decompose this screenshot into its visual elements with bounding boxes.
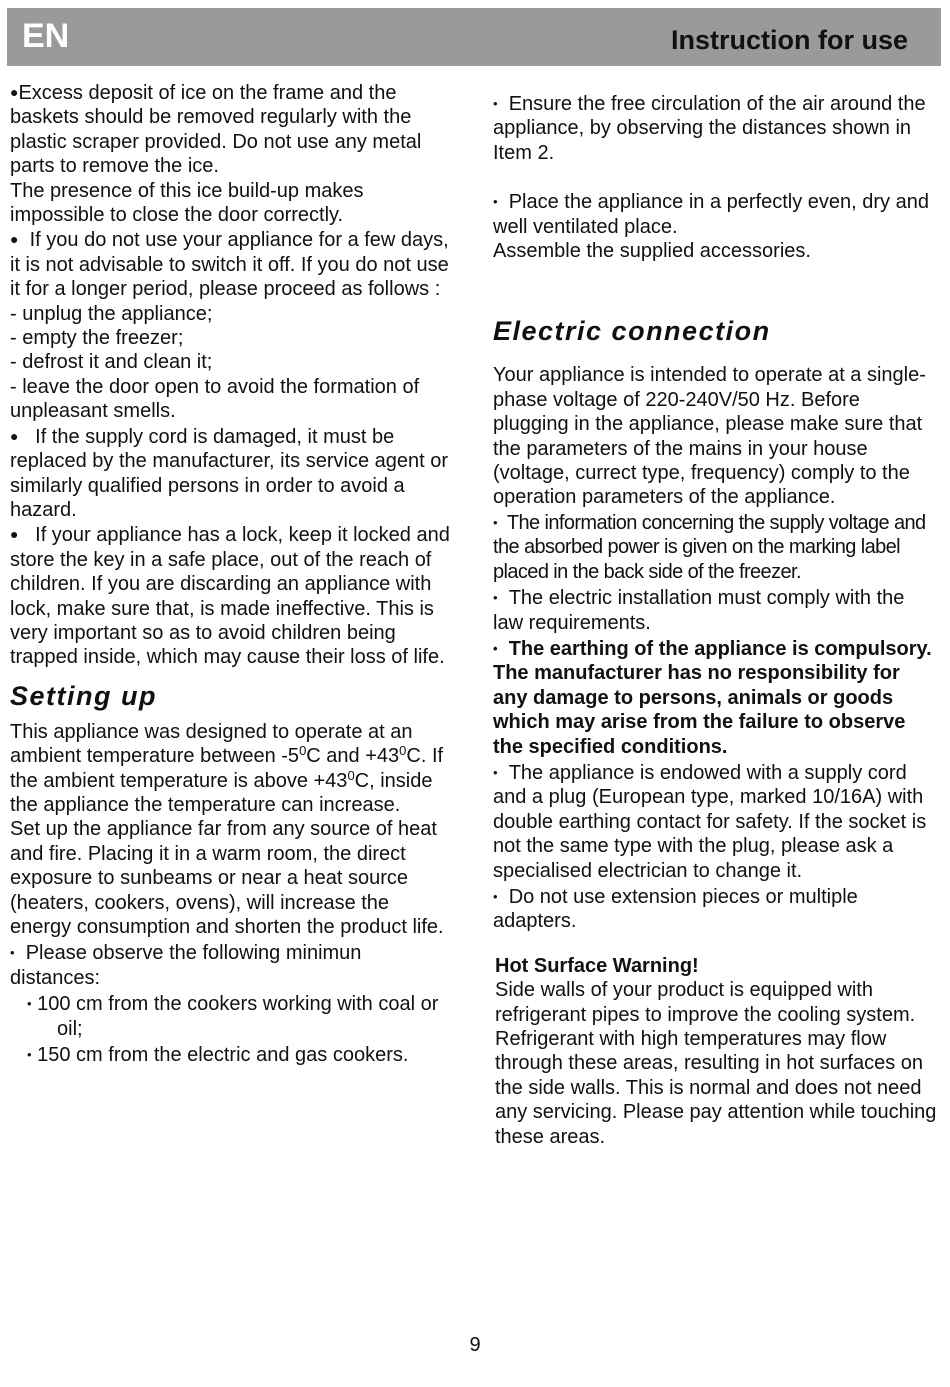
step-item: - unplug the appliance; — [10, 302, 213, 325]
ice-deposit-text: Excess deposit of ice on the frame and the baskets should be removed regularly with the plastic scraper provided. Do not use any metal parts to remove the ice. — [10, 82, 422, 178]
paragraph-plug — [493, 761, 938, 883]
language-label: EN — [22, 17, 70, 55]
left-column — [10, 80, 450, 1067]
heading-setting-up: Setting up — [10, 680, 157, 711]
header-title: Instruction for use — [670, 25, 908, 55]
lock-text: If your appliance has a lock, keep it locked and store the key in a safe place, out of the reach of children. If you are discarding an appliance with lock, make sure that, is made ineffective. This is very important so as to avoid children being trapped inside, which may cause their loss of life. — [10, 524, 450, 669]
distance-item — [10, 992, 450, 1041]
degree-sup: 0 — [399, 743, 407, 759]
distance-item — [10, 1043, 450, 1067]
bullet-icon: • — [493, 96, 498, 111]
hot-surface-title: Hot Surface Warning! — [495, 954, 699, 977]
temperature-text-c: C. If the ambient temperature is above +43 — [10, 745, 444, 792]
bullet-icon: • — [493, 590, 498, 606]
paragraph-unused — [10, 227, 450, 301]
temperature-text-b: C and +43 — [306, 745, 400, 768]
bullet-icon: • — [493, 888, 498, 904]
step-item: - defrost it and clean it; — [10, 351, 213, 374]
bullet-icon: • — [493, 514, 497, 530]
paragraph-extension — [493, 885, 938, 934]
extension-text: Do not use extension pieces or multiple adapters. — [493, 885, 858, 933]
plug-text: The appliance is endowed with a supply cord and a plug (European type, marked 10/16A) with double earthing contact for safety. If the socket is not the same type with the plug, please ask a specialised electrician to change it. — [493, 761, 927, 882]
supply-voltage-text: The information concerning the supply voltage and the absorbed power is given on the marking label placed in the back side of the freezer. — [493, 511, 926, 583]
step-item: - empty the freezer; — [10, 327, 184, 350]
paragraph-installation-law — [493, 586, 938, 635]
bullet-icon: ● — [10, 231, 19, 248]
paragraph-supply-voltage-info — [493, 511, 938, 584]
distance-text: 100 cm from the cookers working with coal or oil; — [37, 993, 439, 1040]
bullet-icon: ● — [10, 84, 19, 100]
temperature-text-d: C, inside the appliance the temperature can increase. — [10, 769, 433, 816]
distance-text: 150 cm from the electric and gas cookers. — [37, 1044, 409, 1067]
page-number: 9 — [469, 1334, 481, 1356]
paragraph-accessories: Assemble the supplied accessories. — [493, 240, 811, 263]
paragraph-distances-intro — [10, 941, 450, 990]
bullet-icon: ● — [10, 427, 19, 444]
bullet-icon: • — [10, 945, 15, 961]
bullet-icon: ● — [10, 526, 19, 543]
bullet-icon: • — [493, 194, 498, 210]
air-circulation-text: Ensure the free circulation of the air around the appliance, by observing the distances shown in Item 2. — [493, 93, 926, 164]
bullet-icon: • — [493, 764, 498, 780]
paragraph-supply-cord — [10, 424, 450, 523]
bullet-icon: • — [27, 996, 32, 1012]
paragraph-ice-buildup: The presence of this ice build-up makes impossible to close the door correctly. — [10, 179, 364, 227]
unused-text: If you do not use your appliance for a few days, it is not advisable to switch it off. If you do not use it for a longer period, please proceed as follows : — [10, 229, 449, 301]
paragraph-lock — [10, 522, 450, 669]
placement-text: Place the appliance in a perfectly even, dry and well ventilated place. — [493, 191, 929, 238]
installation-law-text: The electric installation must comply with the law requirements. — [493, 587, 905, 634]
temperature-text-a: This appliance was designed to operate at an ambient temperature between -5 — [10, 720, 413, 768]
supply-cord-text: If the supply cord is damaged, it must be replaced by the manufacturer, its service agent or similarly qualified persons in order to avoid a hazard. — [10, 425, 449, 521]
paragraph-voltage: Your appliance is intended to operate at a single-phase voltage of 220-240V/50 Hz. Before plugging in the appliance, please make sure that the parameters of the mains in your house (voltage, currect type, frequency) comply to the operation parameters of the appliance. — [493, 364, 926, 509]
step-item: - leave the door open to avoid the formation of unpleasant smells. — [10, 375, 420, 423]
paragraph-air-circulation — [493, 92, 938, 165]
distances-intro-text: Please observe the following minimun distances: — [10, 942, 362, 989]
earthing-text: The earthing of the appliance is compulsory. The manufacturer has no responsibility for any damage to persons, animals or goods which may arise from the failure to observe the specified conditions. — [493, 637, 932, 758]
right-column — [493, 92, 938, 1149]
bullet-icon: • — [27, 1047, 32, 1063]
degree-sup: 0 — [347, 767, 355, 783]
paragraph-heat-source: Set up the appliance far from any source of heat and fire. Placing it in a warm room, the direct exposure to sunbeams or near a heat source (heaters, cookers, ovens), will increase the energy consumption and shorten the product life. — [10, 818, 444, 938]
paragraph-placement — [493, 190, 938, 239]
paragraph-ice-deposit — [10, 80, 450, 179]
heading-electric-connection: Electric connection — [493, 316, 771, 347]
degree-sup: 0 — [299, 743, 307, 759]
paragraph-earthing — [493, 637, 938, 759]
paragraph-ambient-temperature — [10, 720, 450, 818]
hot-surface-body: Side walls of your product is equipped with refrigerant pipes to improve the cooling system. Refrigerant with high temperatures may flow through these areas, resulting in hot surfaces on the side walls. This is normal and does not need any servicing. Please pay attention while touching these areas. — [495, 979, 937, 1148]
bullet-icon: • — [493, 640, 498, 656]
